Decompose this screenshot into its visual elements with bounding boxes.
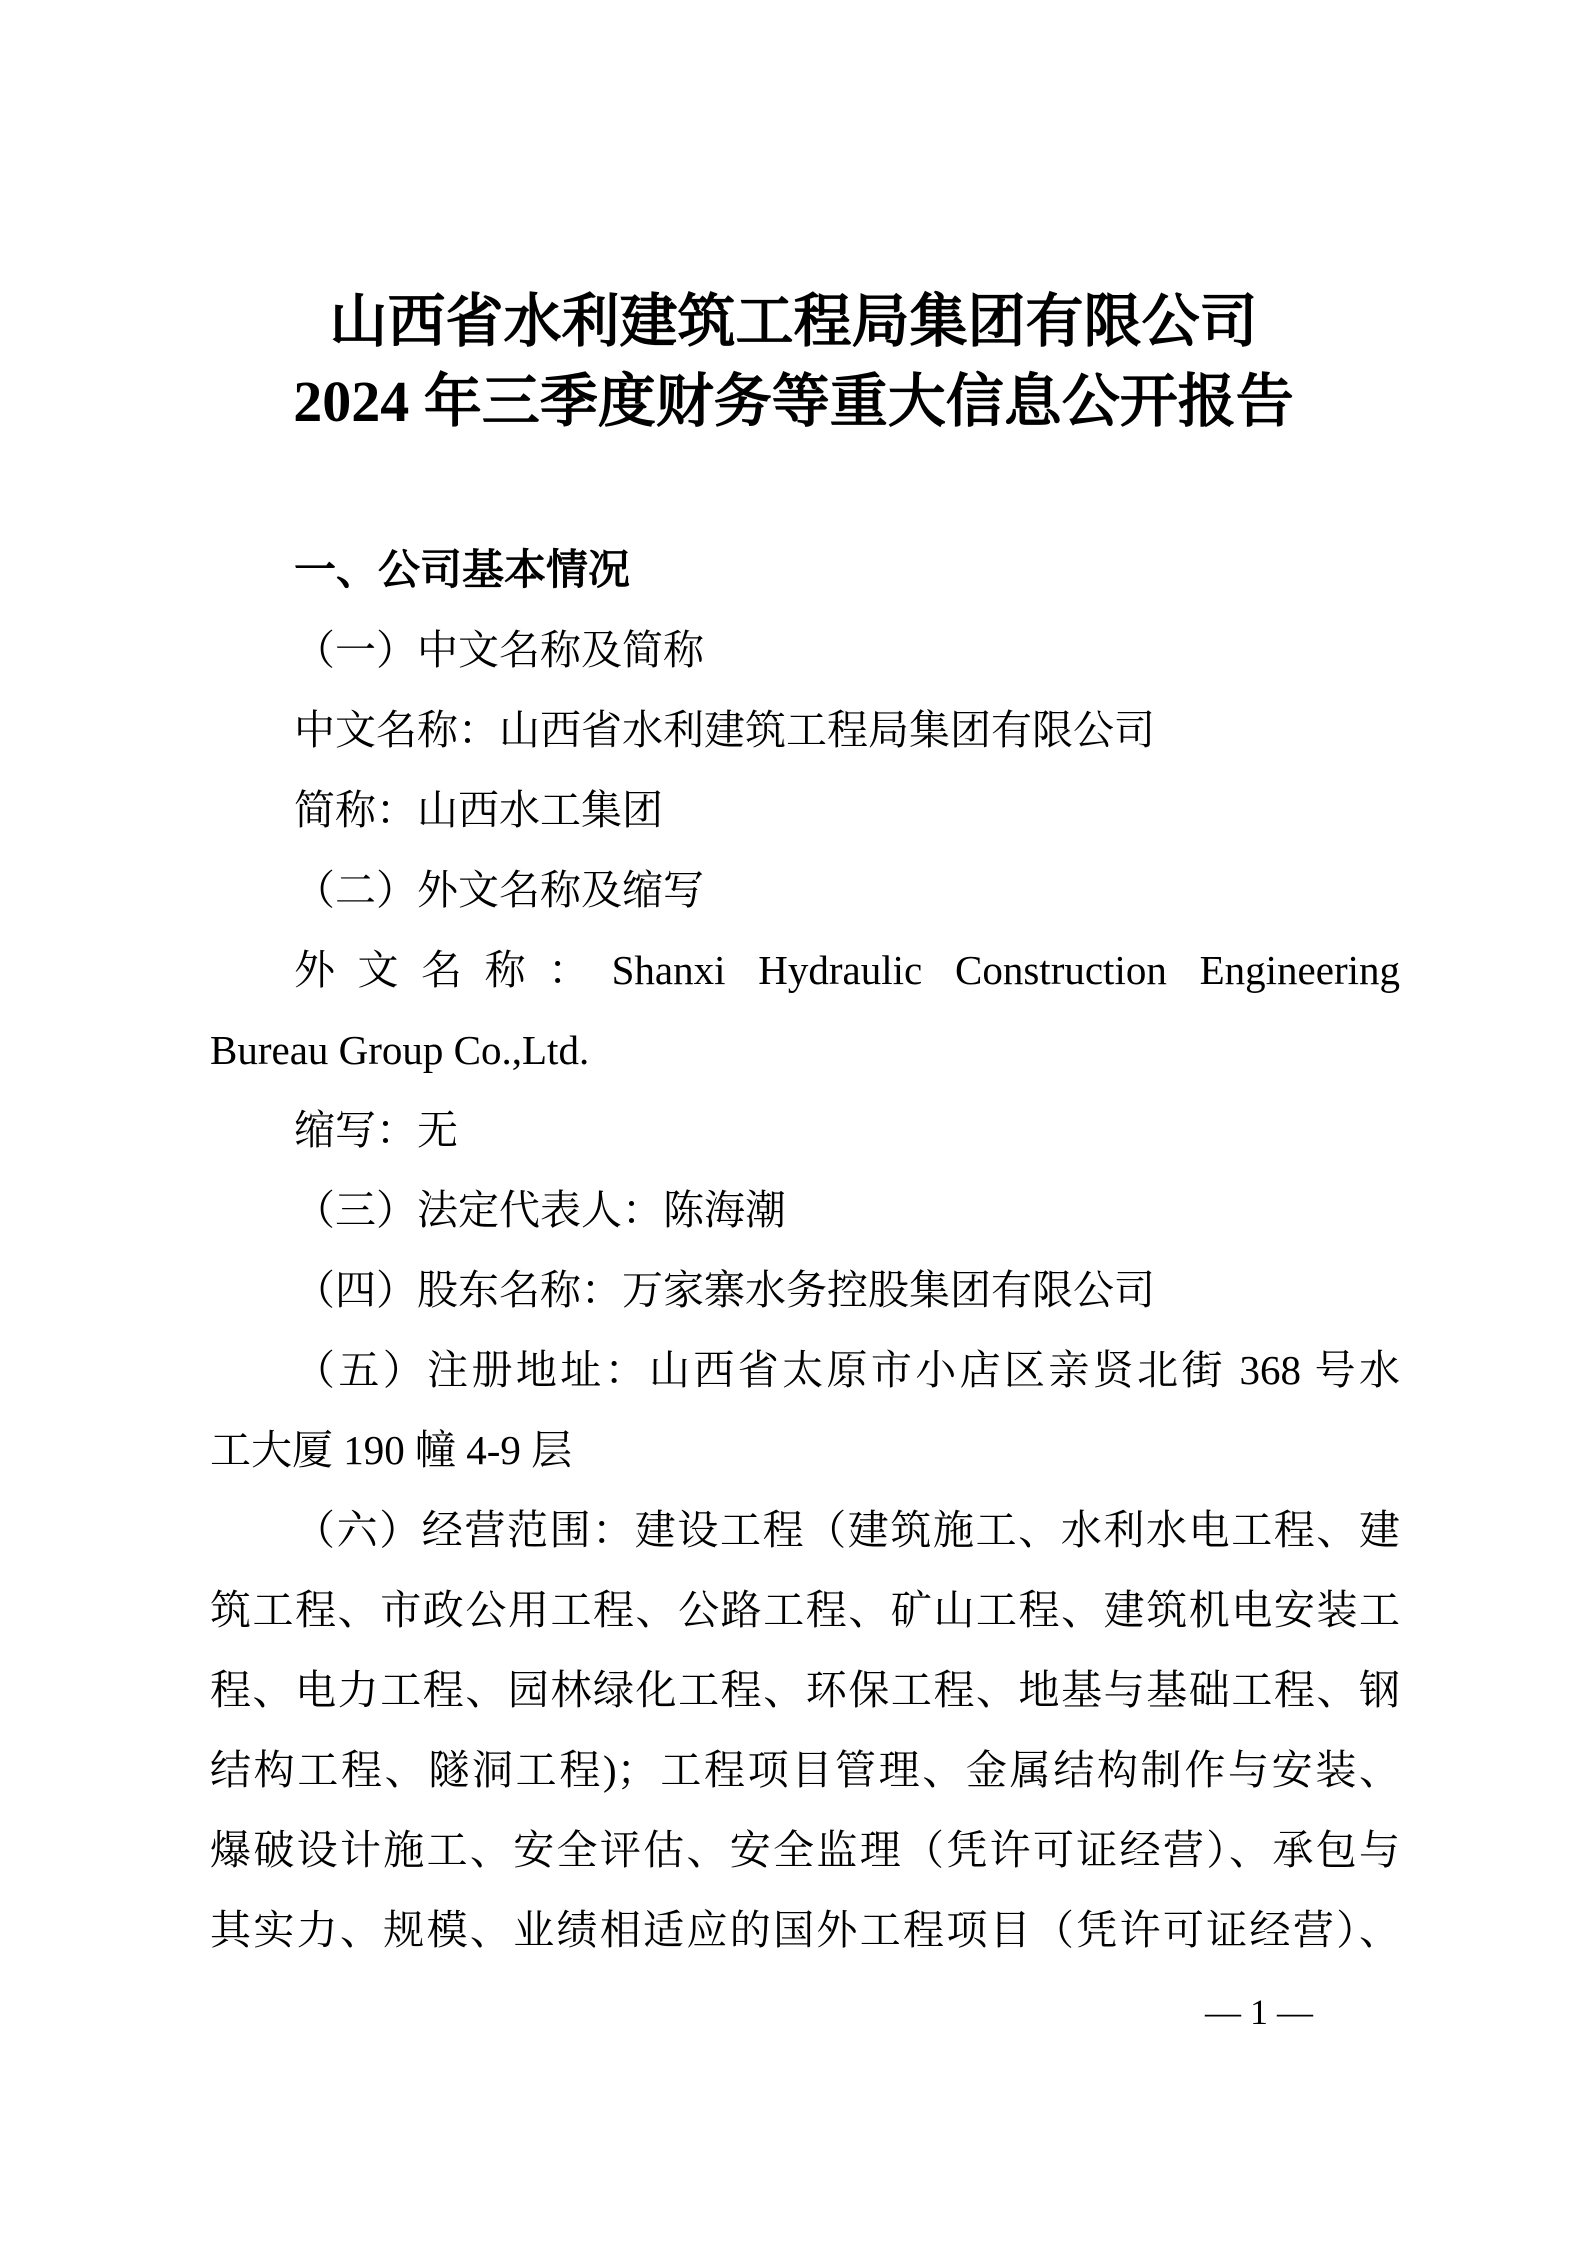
body-line: 外文名称：Shanxi Hydraulic Construction Engineering — [294, 947, 1400, 993]
body-line: 中文名称：山西省水利建筑工程局集团有限公司 — [294, 707, 1155, 753]
document-body — [210, 530, 1400, 1970]
body-text — [210, 610, 1400, 1970]
page-number: — 1 — — [1205, 1992, 1313, 2032]
body-line: 工大厦 190 幢 4-9 层 — [210, 1427, 573, 1473]
title-line-1: 山西省水利建筑工程局集团有限公司 — [329, 289, 1258, 354]
title-line-2: 2024 年三季度财务等重大信息公开报告 — [293, 369, 1294, 434]
body-line: 筑工程、市政公用工程、公路工程、矿山工程、建筑机电安装工 — [210, 1587, 1400, 1633]
document-title — [0, 282, 1587, 442]
body-line: （一）中文名称及简称 — [294, 627, 704, 673]
body-line: （二）外文名称及缩写 — [294, 867, 704, 913]
body-line: 缩写：无 — [294, 1107, 458, 1153]
body-line: 结构工程、隧洞工程)；工程项目管理、金属结构制作与安装、 — [210, 1747, 1400, 1793]
body-line: （三）法定代表人：陈海潮 — [294, 1187, 786, 1233]
section-heading: 一、公司基本情况 — [294, 546, 631, 593]
body-line: 简称：山西水工集团 — [294, 787, 663, 833]
body-line: （四）股东名称：万家寨水务控股集团有限公司 — [294, 1267, 1155, 1313]
body-line: 程、电力工程、园林绿化工程、环保工程、地基与基础工程、钢 — [210, 1667, 1400, 1713]
body-line: 其实力、规模、业绩相适应的国外工程项目（凭许可证经营）、 — [210, 1907, 1400, 1953]
body-line: （五）注册地址：山西省太原市小店区亲贤北街 368 号水 — [294, 1347, 1400, 1393]
body-line: Bureau Group Co.,Ltd. — [210, 1027, 590, 1073]
body-line: （六）经营范围：建设工程（建筑施工、水利水电工程、建 — [294, 1507, 1400, 1553]
body-line: 爆破设计施工、安全评估、安全监理（凭许可证经营）、承包与 — [210, 1827, 1400, 1873]
